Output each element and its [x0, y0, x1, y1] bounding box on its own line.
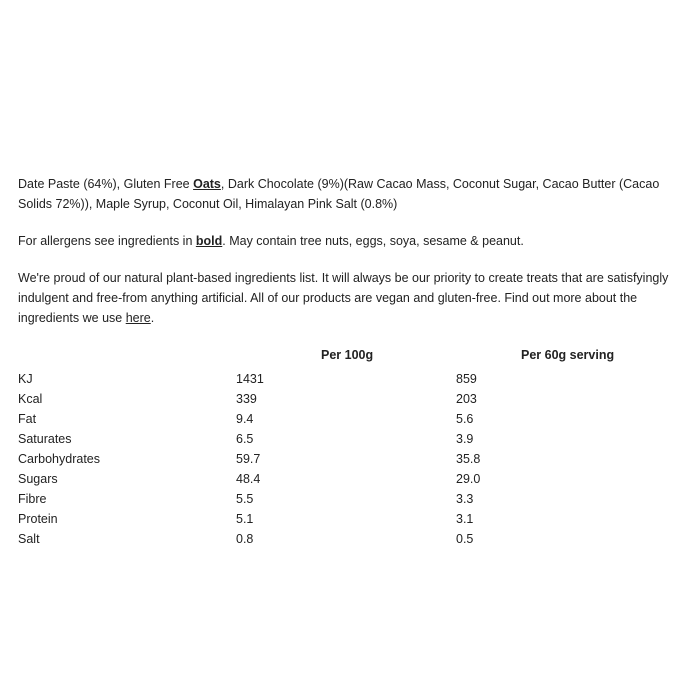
about-ingredients: [18, 268, 686, 328]
ingredients-here-link[interactable]: here: [125, 311, 151, 325]
allergens-bold-word: bold: [195, 234, 223, 248]
value-per-serving: 859: [456, 372, 477, 386]
about-text: We're proud of our natural plant-based ingredients list. It will always be our priority to create treats that are satisfyingly indulgent and free-from anything artificial. All of our products are vegan and gluten-free. Find out more about the ingredients we use: [18, 271, 669, 325]
value-per-serving: 3.1: [456, 512, 474, 526]
value-per-100g: 6.5: [236, 432, 254, 446]
about-end: .: [150, 311, 155, 325]
value-per-100g: 5.5: [236, 492, 254, 506]
nutrient-name: Fibre: [18, 492, 47, 506]
nutrition-row: [18, 389, 686, 409]
nutrition-row: [18, 449, 686, 469]
value-per-100g: 5.1: [236, 512, 254, 526]
nutrition-header-row: [18, 345, 686, 367]
value-per-serving: 0.5: [456, 532, 474, 546]
value-per-serving: 35.8: [456, 452, 481, 466]
ingredients-text-1: Date Paste (64%), Gluten Free: [18, 177, 194, 191]
product-info: [18, 174, 686, 549]
ingredients-list: [18, 174, 686, 214]
allergen-oats: Oats: [193, 177, 221, 191]
value-per-100g: 59.7: [236, 452, 261, 466]
nutrition-row: [18, 369, 686, 389]
nutrition-row: [18, 489, 686, 509]
nutrition-table: [18, 345, 686, 549]
nutrient-name: Fat: [18, 412, 37, 426]
allergens-note: [18, 231, 686, 251]
nutrient-name: Kcal: [18, 392, 43, 406]
nutrition-row: [18, 409, 686, 429]
header-per-100g: Per 100g: [321, 348, 374, 362]
value-per-100g: 1431: [236, 372, 264, 386]
nutrition-row: [18, 469, 686, 489]
allergens-note-text-1: For allergens see ingredients in: [18, 234, 196, 248]
value-per-serving: 3.9: [456, 432, 474, 446]
value-per-100g: 0.8: [236, 532, 254, 546]
nutrition-row: [18, 529, 686, 549]
value-per-100g: 48.4: [236, 472, 261, 486]
nutrient-name: Salt: [18, 532, 40, 546]
nutrition-row: [18, 429, 686, 449]
header-per-serving: Per 60g serving: [521, 348, 615, 362]
value-per-serving: 203: [456, 392, 477, 406]
value-per-serving: 29.0: [456, 472, 481, 486]
ingredients-text-2: , Dark Chocolate (9%)(Raw Cacao Mass, Coconut Sugar, Cacao Butter (Cacao Solids 72%)), Maple Syrup, Coconut Oil, Himalayan Pink Salt (0.8%): [18, 177, 660, 211]
value-per-100g: 339: [236, 392, 257, 406]
nutrient-name: Carbohydrates: [18, 452, 100, 466]
nutrient-name: Sugars: [18, 472, 58, 486]
value-per-serving: 3.3: [456, 492, 474, 506]
value-per-serving: 5.6: [456, 412, 474, 426]
allergens-note-text-2: . May contain tree nuts, eggs, soya, sesame & peanut.: [222, 234, 524, 248]
nutrient-name: Saturates: [18, 432, 72, 446]
nutrient-name: Protein: [18, 512, 58, 526]
value-per-100g: 9.4: [236, 412, 254, 426]
nutrition-row: [18, 509, 686, 529]
nutrient-name: KJ: [18, 372, 33, 386]
